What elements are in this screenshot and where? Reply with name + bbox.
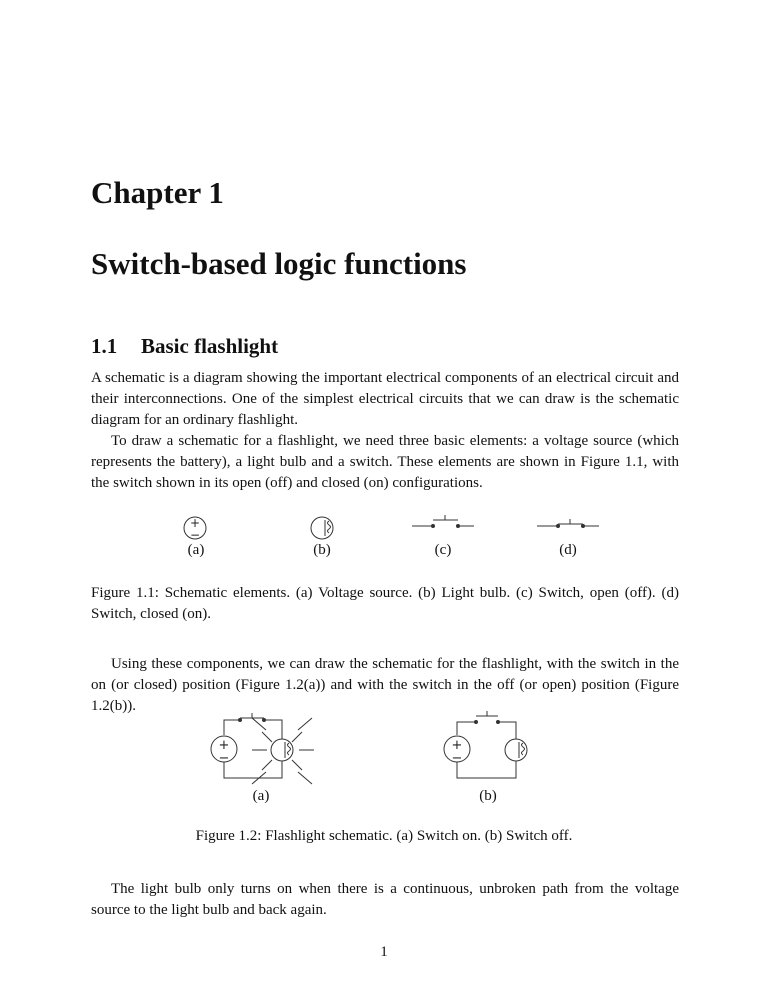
figure-1-1-voltage-source bbox=[180, 512, 210, 546]
section-heading bbox=[91, 334, 278, 359]
figure-1-1-switch-open bbox=[410, 512, 476, 532]
chapter-label: Chapter 1 bbox=[91, 175, 224, 210]
figure-1-1-label-c: (c) bbox=[434, 542, 452, 558]
circuit-wire bbox=[224, 720, 282, 778]
section-number: 1.1 bbox=[91, 334, 118, 358]
bulb-filament bbox=[519, 742, 525, 758]
light-rays bbox=[252, 718, 314, 784]
paragraph-3: Using these components, we can draw the schematic for the flashlight, with the switch in the on (or closed) position (Figure 1.2(a)) and with the switch in the off (or open) position (Figure 1.2(b)). bbox=[91, 656, 679, 714]
figure-1-1-caption: Figure 1.1: Schematic elements. (a) Voltage source. (b) Light bulb. (c) Switch, open (off). (d) Switch, closed (on). bbox=[91, 585, 679, 622]
switch-left-contact bbox=[432, 525, 435, 528]
paragraph-2: To draw a schematic for a flashlight, we need three basic elements: a voltage source (which represents the battery), a light bulb and a switch. These elements are shown in Figure 1.1, with the switch shown in its open (off) and closed (on) configurations. bbox=[91, 433, 679, 491]
bulb-filament bbox=[285, 742, 291, 758]
figure-1-1-label-d: (d) bbox=[559, 542, 577, 558]
section-title: Basic flashlight bbox=[141, 334, 279, 358]
minus-sign: − bbox=[218, 751, 230, 766]
switch-left-contact bbox=[239, 719, 242, 722]
minus-sign: − bbox=[451, 751, 463, 766]
figure-1-2-caption: Figure 1.2: Flashlight schematic. (a) Switch on. (b) Switch off. bbox=[195, 828, 573, 844]
plus-sign: + bbox=[451, 738, 463, 753]
switch-left-contact bbox=[475, 721, 478, 724]
plus-sign: + bbox=[218, 738, 230, 753]
page-number: 1 bbox=[380, 944, 388, 960]
figure-1-2a-flashlight-on bbox=[200, 704, 350, 792]
figure-1-1-label-a: (a) bbox=[187, 542, 205, 558]
figure-1-1-switch-closed bbox=[535, 512, 601, 532]
bulb-filament bbox=[325, 520, 331, 536]
chapter-title: Switch-based logic functions bbox=[91, 246, 467, 281]
plus-sign: + bbox=[189, 516, 201, 530]
figure-1-1-label-b: (b) bbox=[313, 542, 331, 558]
switch-left-contact bbox=[557, 525, 560, 528]
minus-sign: − bbox=[189, 528, 201, 542]
figure-1-1-light-bulb bbox=[307, 512, 337, 546]
circuit-wire bbox=[457, 722, 516, 778]
paragraph-4: The light bulb only turns on when there is a continuous, unbroken path from the voltage source to the light bulb and back again. bbox=[91, 881, 679, 918]
paragraph-1: A schematic is a diagram showing the important electrical components of an electrical circuit and their interconnections. One of the simplest electrical circuits that we can draw is the schematic diagram for an ordinary flashlight. bbox=[91, 370, 679, 428]
figure-1-2b-flashlight-off bbox=[437, 704, 537, 792]
figure-1-2-label-b: (b) bbox=[479, 788, 497, 804]
figure-1-2-label-a: (a) bbox=[252, 788, 270, 804]
switch-right-contact bbox=[497, 721, 500, 724]
switch-right-contact bbox=[263, 719, 266, 722]
